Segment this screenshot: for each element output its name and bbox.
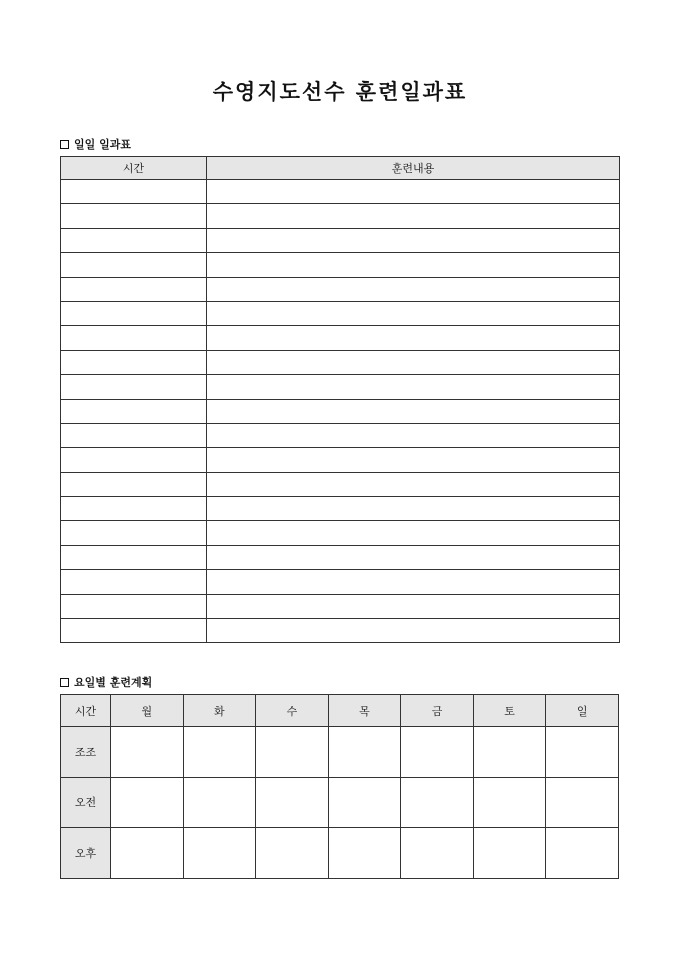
table-row [61,727,619,778]
content-cell [207,228,620,252]
time-cell [61,521,207,545]
table-header-row [61,157,620,180]
table-row [61,326,620,350]
table-header-row [61,695,619,727]
table-row [61,448,620,472]
time-cell [61,594,207,618]
time-cell [61,301,207,325]
column-header-mon: 월 [111,695,184,727]
content-cell [207,497,620,521]
time-cell [61,497,207,521]
table-cell [473,727,546,778]
table-cell [473,828,546,879]
table-row [61,253,620,277]
checkbox-icon [60,678,69,687]
time-cell [61,350,207,374]
daily-schedule-table [60,156,620,643]
weekly-plan-table [60,694,619,879]
table-cell [256,828,329,879]
table-cell [111,727,184,778]
table-row [61,301,620,325]
table-row [61,204,620,228]
time-cell [61,570,207,594]
time-cell [61,399,207,423]
time-cell [61,326,207,350]
time-cell [61,545,207,569]
time-cell [61,277,207,301]
content-cell [207,594,620,618]
period-label: 오전 [61,777,111,828]
daily-section-heading [60,136,131,152]
content-cell [207,253,620,277]
table-cell [546,727,619,778]
page-title: 수영지도선수 훈련일과표 [212,79,468,104]
table-cell [401,777,474,828]
table-row [61,497,620,521]
column-header-content: 훈련내용 [207,157,620,180]
content-cell [207,350,620,374]
column-header-sat: 토 [473,695,546,727]
time-cell [61,204,207,228]
time-cell [61,423,207,447]
table-row [61,180,620,204]
table-cell [183,727,256,778]
column-header-tue: 화 [183,695,256,727]
table-cell [401,828,474,879]
content-cell [207,570,620,594]
table-row [61,570,620,594]
period-label: 조조 [61,727,111,778]
table-cell [183,828,256,879]
table-cell [473,777,546,828]
table-row [61,594,620,618]
table-cell [183,777,256,828]
weekly-heading-label: 요일별 훈련계획 [74,676,153,689]
table-cell [111,777,184,828]
table-row [61,828,619,879]
table-cell [401,727,474,778]
column-header-time: 시간 [61,695,111,727]
table-row [61,277,620,301]
content-cell [207,326,620,350]
period-label: 오후 [61,828,111,879]
table-row [61,619,620,643]
table-cell [328,727,401,778]
content-cell [207,399,620,423]
time-cell [61,180,207,204]
table-cell [546,777,619,828]
column-header-thu: 목 [328,695,401,727]
content-cell [207,180,620,204]
table-row [61,777,619,828]
table-cell [256,727,329,778]
content-cell [207,375,620,399]
content-cell [207,619,620,643]
content-cell [207,423,620,447]
content-cell [207,448,620,472]
table-row [61,228,620,252]
content-cell [207,204,620,228]
table-cell [111,828,184,879]
time-cell [61,253,207,277]
checkbox-icon [60,140,69,149]
time-cell [61,448,207,472]
table-cell [546,828,619,879]
daily-heading-label: 일일 일과표 [74,138,131,151]
table-row [61,472,620,496]
column-header-wed: 수 [256,695,329,727]
content-cell [207,301,620,325]
column-header-fri: 금 [401,695,474,727]
table-row [61,423,620,447]
time-cell [61,472,207,496]
table-cell [328,828,401,879]
column-header-time: 시간 [61,157,207,180]
content-cell [207,472,620,496]
content-cell [207,545,620,569]
time-cell [61,619,207,643]
table-row [61,350,620,374]
weekly-section-heading [60,674,152,690]
content-cell [207,521,620,545]
time-cell [61,375,207,399]
table-row [61,521,620,545]
table-cell [328,777,401,828]
table-row [61,375,620,399]
table-row [61,545,620,569]
content-cell [207,277,620,301]
time-cell [61,228,207,252]
table-row [61,399,620,423]
table-cell [256,777,329,828]
column-header-sun: 일 [546,695,619,727]
